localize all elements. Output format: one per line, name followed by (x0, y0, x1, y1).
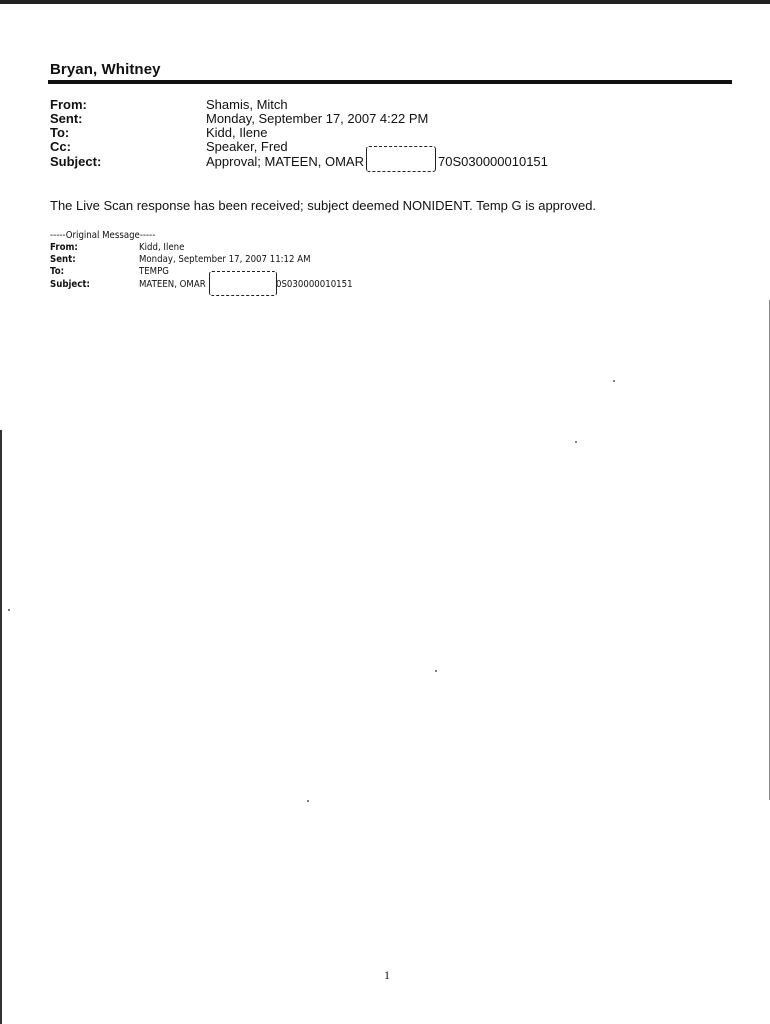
from-label: From: (50, 97, 87, 112)
message-body: The Live Scan response has been received; subject deemed NONIDENT. Temp G is approved. (50, 198, 597, 213)
page-number: 1 (384, 968, 390, 982)
scan-speck (435, 670, 437, 672)
subject-redaction-box (366, 146, 436, 172)
orig-to-label: To: (50, 266, 65, 277)
header-divider (48, 80, 732, 84)
orig-subject-suffix: 0S030000010151 (276, 279, 353, 290)
cc-value: Speaker, Fred (206, 139, 288, 154)
orig-from-value: Kidd, Ilene (139, 242, 185, 253)
subject-label: Subject: (50, 154, 102, 169)
orig-subject-label: Subject: (50, 279, 90, 290)
scan-top-edge (0, 0, 770, 4)
original-message-separator: -----Original Message----- (50, 230, 156, 241)
orig-sent-label: Sent: (50, 254, 76, 265)
scan-speck (613, 380, 615, 382)
orig-subject-value: MATEEN, OMAR (139, 279, 206, 290)
subject-suffix: 70S030000010151 (438, 154, 548, 169)
scan-left-edge (0, 430, 2, 1024)
orig-subject-redaction-box (209, 271, 277, 296)
from-value: Shamis, Mitch (206, 97, 288, 112)
to-label: To: (50, 125, 70, 140)
scan-speck (575, 441, 577, 443)
to-value: Kidd, Ilene (206, 125, 268, 140)
sent-value: Monday, September 17, 2007 4:22 PM (206, 111, 429, 126)
orig-sent-value: Monday, September 17, 2007 11:12 AM (139, 254, 311, 265)
scan-speck (307, 800, 309, 802)
mailbox-owner-name: Bryan, Whitney (50, 61, 161, 78)
orig-from-label: From: (50, 242, 78, 253)
sent-label: Sent: (50, 111, 83, 126)
cc-label: Cc: (50, 139, 71, 154)
scan-speck (8, 609, 10, 611)
orig-to-value: TEMPG (139, 266, 169, 277)
subject-value: Approval; MATEEN, OMAR (206, 154, 364, 169)
